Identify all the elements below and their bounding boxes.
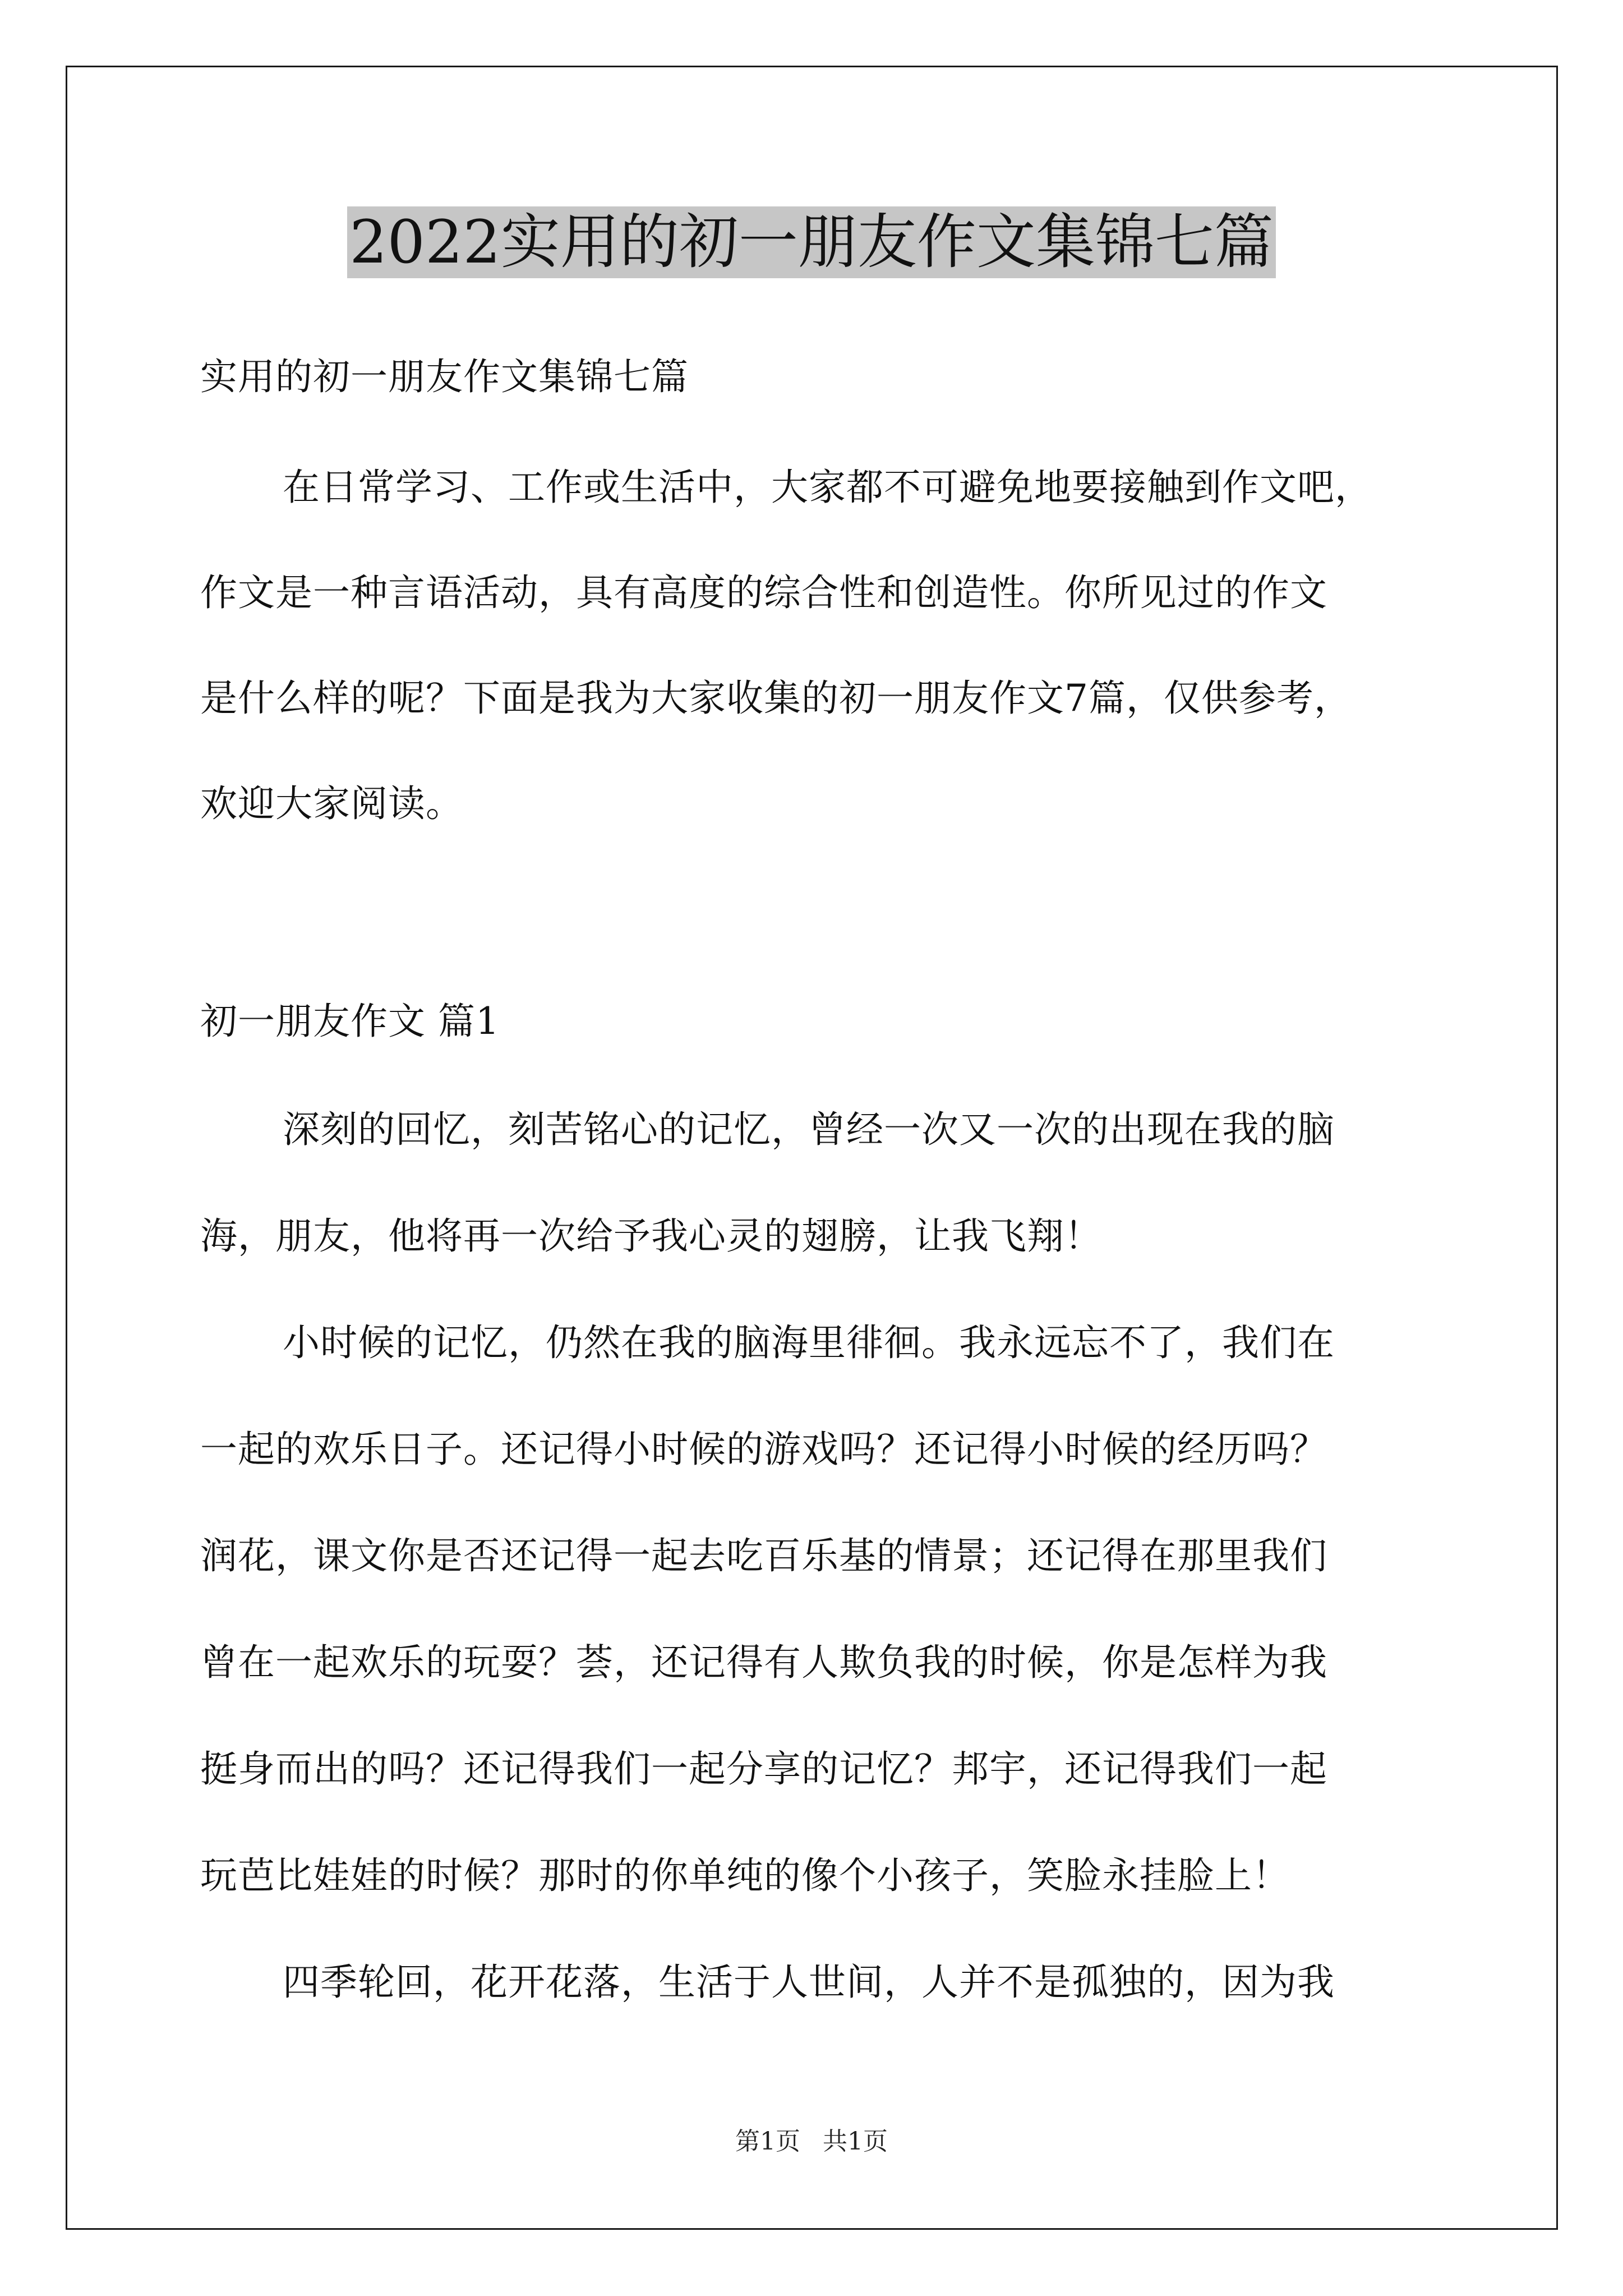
page-total: 共1页 <box>823 2127 888 2156</box>
body-line: 深刻的回忆，刻苦铭心的记忆，曾经一次又一次的出现在我的脑 <box>283 1108 1335 1151</box>
section-heading: 初一朋友作文 篇1 <box>200 1000 500 1043</box>
body-line: 一起的欢乐日子。还记得小时候的游戏吗？还记得小时候的经历吗？ <box>200 1428 1327 1471</box>
intro-line: 在日常学习、工作或生活中，大家都不可避免地要接触到作文吧， <box>283 466 1372 509</box>
intro-line: 是什么样的呢？下面是我为大家收集的初一朋友作文7篇，仅供参考， <box>200 677 1352 720</box>
body-line: 曾在一起欢乐的玩耍？荟，还记得有人欺负我的时候，你是怎样为我 <box>200 1641 1327 1684</box>
page-footer <box>0 2126 1623 2157</box>
page-number: 第1页 <box>735 2127 800 2156</box>
body-line: 海，朋友，他将再一次给予我心灵的翅膀，让我飞翔！ <box>200 1214 1102 1258</box>
title-container <box>0 206 1623 278</box>
document-title: 2022实用的初一朋友作文集锦七篇 <box>347 206 1276 278</box>
body-line: 润花，课文你是否还记得一起去吃百乐基的情景；还记得在那里我们 <box>200 1534 1327 1577</box>
subtitle: 实用的初一朋友作文集锦七篇 <box>200 355 689 398</box>
intro-line: 欢迎大家阅读。 <box>200 782 463 825</box>
body-line: 四季轮回，花开花落，生活于人世间，人并不是孤独的，因为我 <box>283 1961 1335 2004</box>
body-line: 挺身而出的吗？还记得我们一起分享的记忆？邦宇，还记得我们一起 <box>200 1747 1327 1791</box>
body-line: 玩芭比娃娃的时候？那时的你单纯的像个小孩子，笑脸永挂脸上！ <box>200 1854 1290 1897</box>
intro-line: 作文是一种言语活动，具有高度的综合性和创造性。你所见过的作文 <box>200 571 1327 614</box>
body-line: 小时候的记忆，仍然在我的脑海里徘徊。我永远忘不了，我们在 <box>283 1321 1335 1364</box>
